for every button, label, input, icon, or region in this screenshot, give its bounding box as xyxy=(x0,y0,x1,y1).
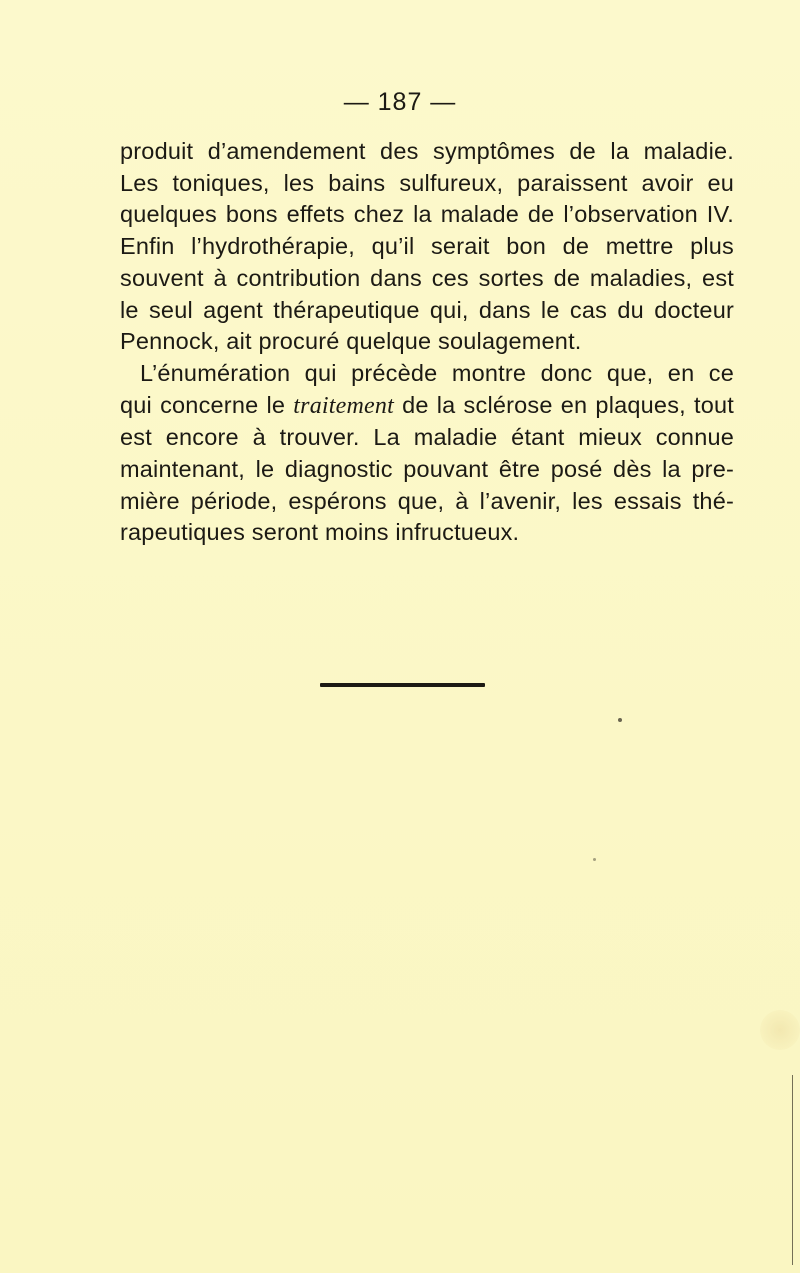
text-line: Pennock, ait procuré quelque soulagement. xyxy=(120,328,582,355)
text-line: L’énumération qui précède montre donc que, en ce xyxy=(140,359,734,386)
text-line: est encore à trouver. La maladie étant mieux connue xyxy=(120,424,734,451)
text-line: souvent à contribution dans ces sortes de maladies, est xyxy=(120,264,734,291)
text-segment: de la sclérose en plaques, tout xyxy=(393,391,734,418)
text-line: produit d’amendement des symptômes de la maladie. xyxy=(120,138,734,164)
text-line: rapeutiques seront moins infructueux. xyxy=(120,519,520,546)
text-segment: qui concerne le xyxy=(120,391,294,418)
text-line: mière période, espérons que, à l’avenir, les essais thé- xyxy=(120,487,734,514)
paper-speck xyxy=(618,718,622,722)
paper-stain xyxy=(760,1010,800,1050)
text-line-with-italic xyxy=(120,390,734,423)
text-line: Enfin l’hydrothérapie, qu’il serait bon de mettre plus xyxy=(120,233,734,260)
body-text xyxy=(120,136,734,549)
text-line: Les toniques, les bains sulfureux, paraissent avoir eu xyxy=(120,169,734,196)
text-line: le seul agent thérapeutique qui, dans le cas du docteur xyxy=(120,296,734,323)
page-edge-line xyxy=(792,1075,793,1265)
paper-speck xyxy=(593,858,596,861)
end-rule-divider xyxy=(320,683,485,687)
page-number: — 187 — xyxy=(343,88,457,116)
text-line: quelques bons effets chez la malade de l’observation IV. xyxy=(120,201,734,228)
text-line: maintenant, le diagnostic pouvant être posé dès la pre- xyxy=(120,456,734,483)
italic-term: traitement xyxy=(293,392,394,419)
